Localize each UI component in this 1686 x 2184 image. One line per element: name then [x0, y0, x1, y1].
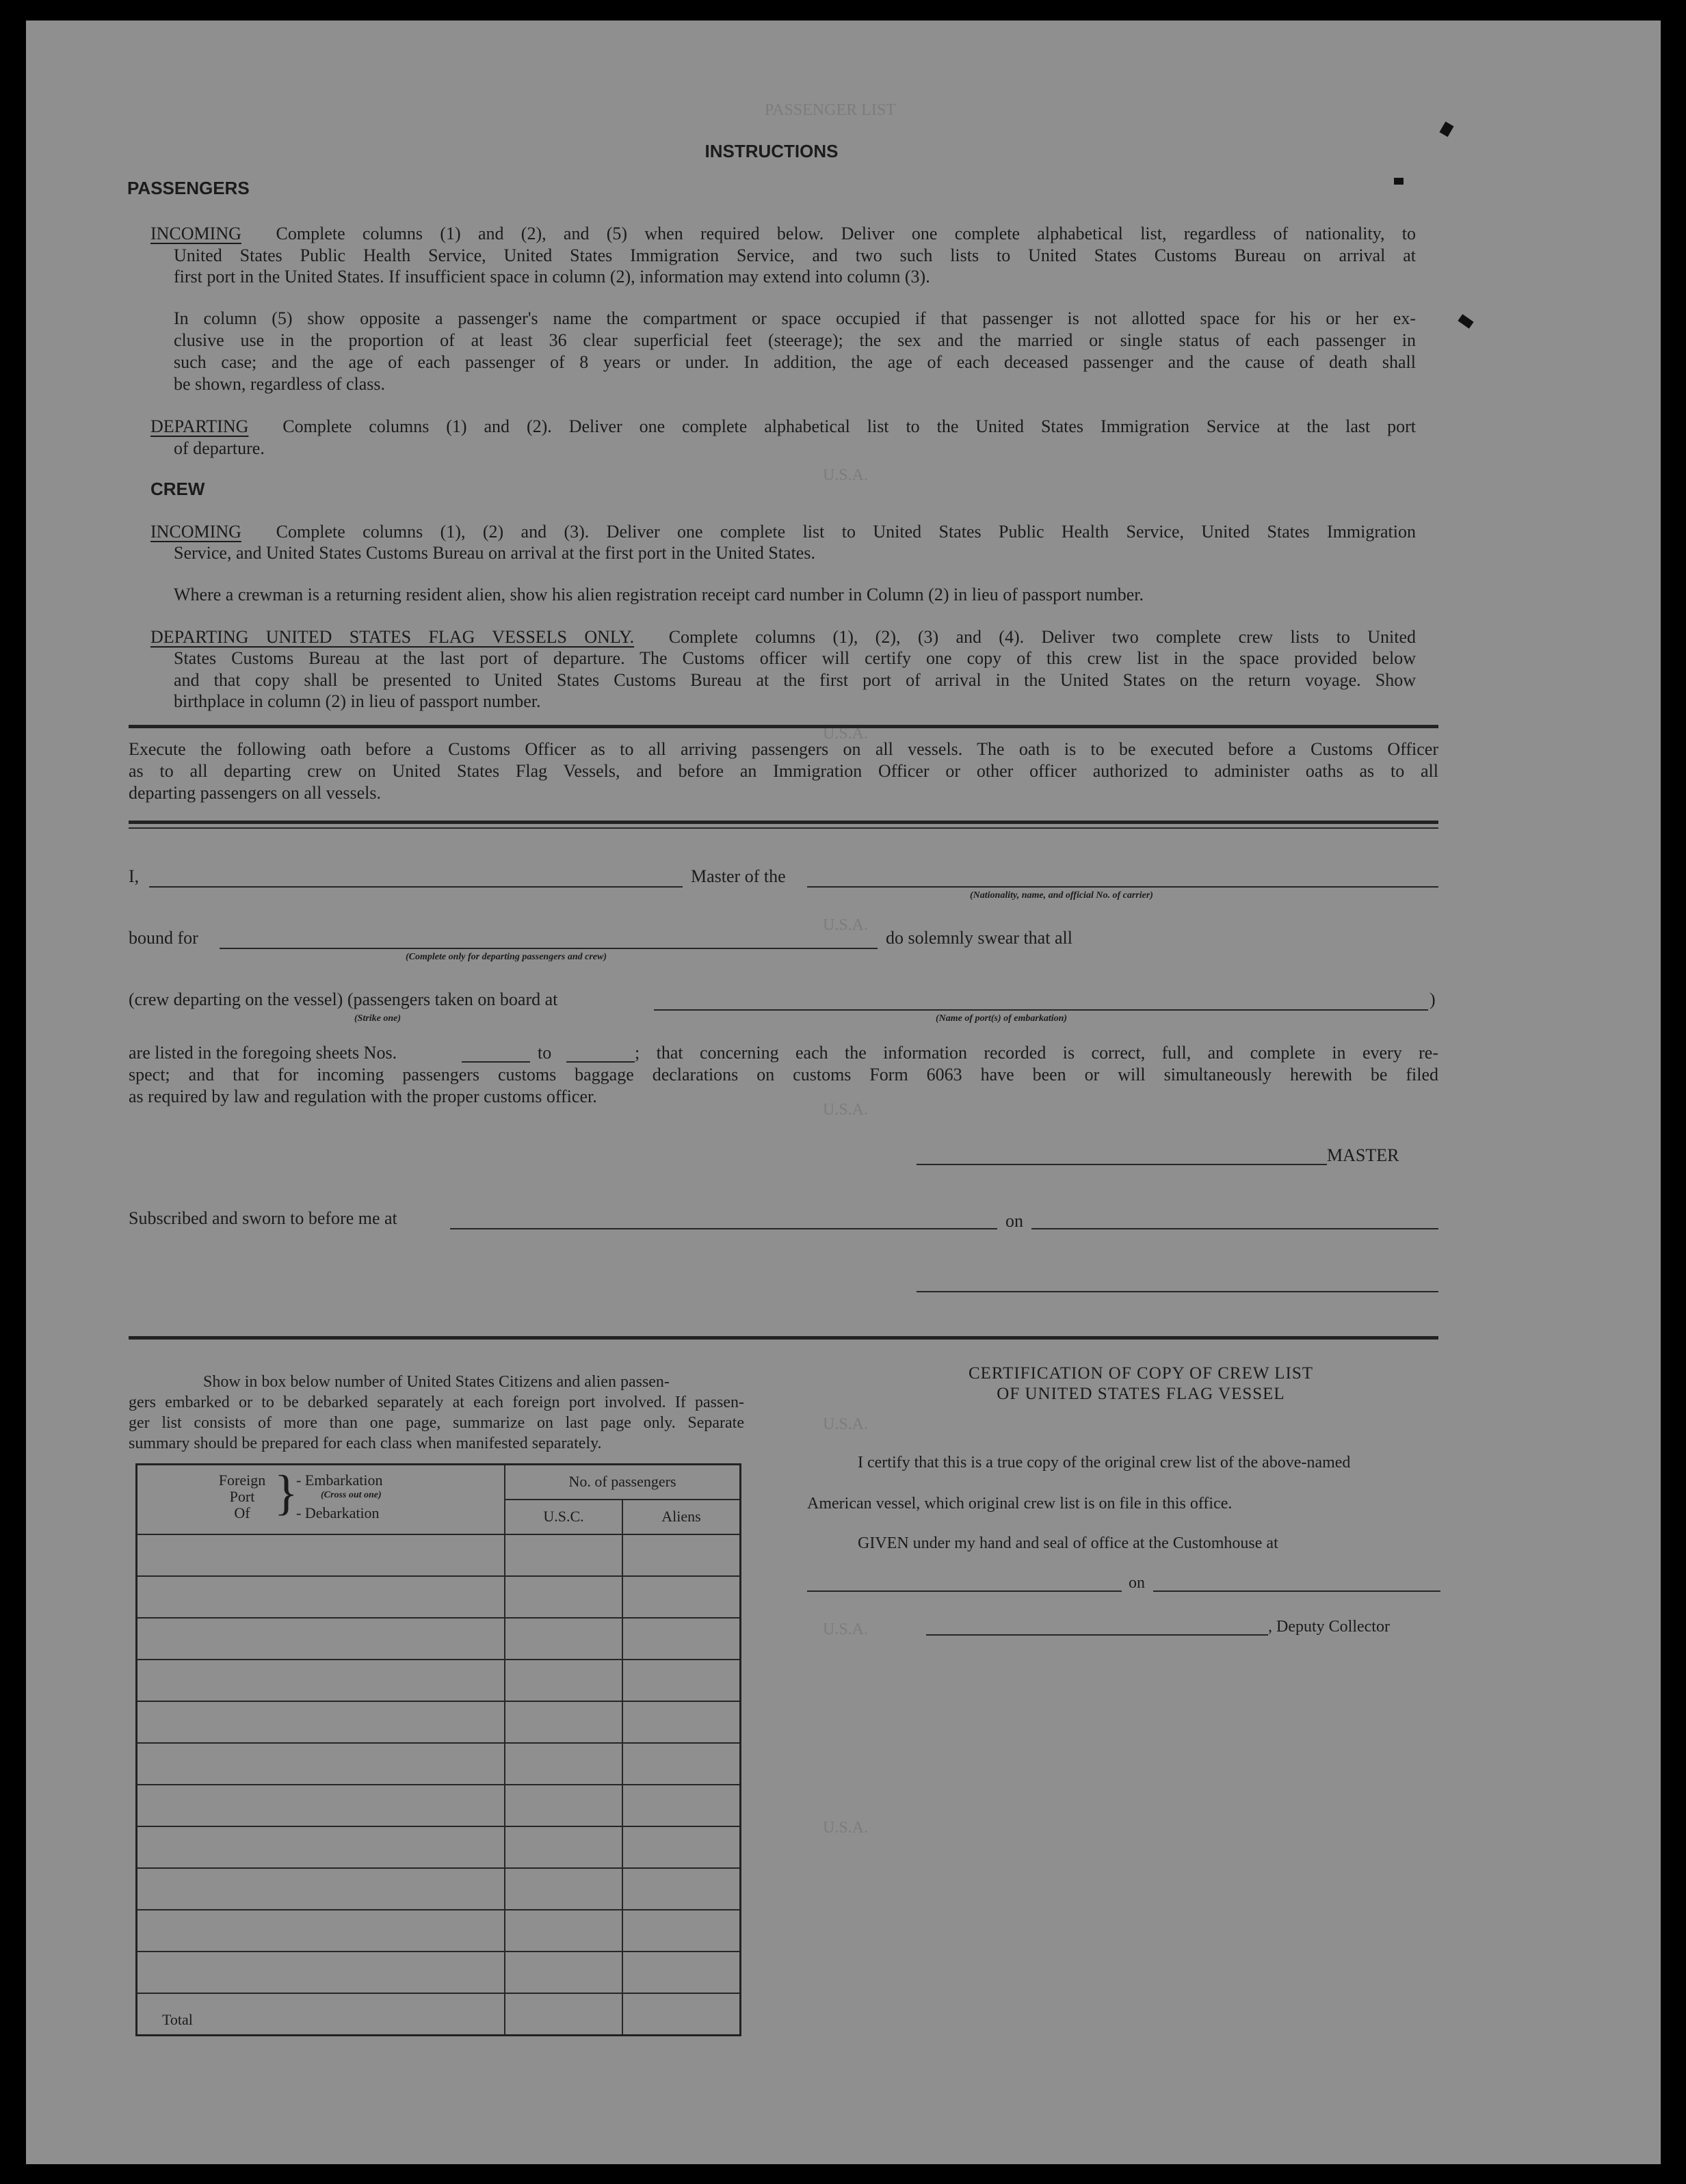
aliens-cell[interactable] [622, 1618, 741, 1660]
port-cell[interactable] [137, 1534, 505, 1576]
crew-incoming-label: INCOMING [150, 522, 241, 542]
table-row [137, 1910, 741, 1952]
port-note: (Name of port(s) of embarkation) [936, 1013, 1068, 1024]
aliens-cell[interactable] [622, 1743, 741, 1785]
passengers-departing-line: of departure. [174, 438, 265, 458]
aliens-total-cell[interactable] [622, 1993, 741, 2035]
show-through-text: U.S.A. [823, 1819, 869, 1837]
certification-line: GIVEN under my hand and seal of office at the Customhouse at [858, 1534, 1278, 1552]
incoming-label: INCOMING [150, 224, 241, 243]
aliens-cell[interactable] [622, 1660, 741, 1701]
usc-cell[interactable] [505, 1701, 622, 1743]
table-row [137, 1785, 741, 1826]
oath-intro-line: Execute the following oath before a Customs Officer as to all arriving passengers on all vessels. The oath is to be executed before a Customs Officer [129, 739, 1438, 759]
port-of-embarkation-field[interactable] [654, 1009, 1428, 1011]
certification-date-field[interactable] [1153, 1590, 1440, 1592]
crew-flag-vessel-line: and that copy shall be presented to United States Customs Bureau at the first port of arrival in the United States on the return voyage. Show [174, 670, 1416, 690]
usc-cell[interactable] [505, 1785, 622, 1826]
show-through-text: U.S.A. [823, 1101, 869, 1119]
no-passengers-header: No. of passengers [505, 1465, 741, 1500]
crew-incoming-line: INCOMING Complete columns (1), (2) and (3). Deliver one complete list to United States Public Health Service, United States Immigration [150, 522, 1417, 542]
aliens-cell[interactable] [622, 1952, 741, 1993]
divider-rule [129, 827, 1438, 829]
summary-intro: ger list consists of more than one page, summarize on last page only. Separate [129, 1414, 744, 1432]
sheet-from-field[interactable] [462, 1061, 530, 1063]
usc-cell[interactable] [505, 1660, 622, 1701]
certification-line: I certify that this is a true copy of the original crew list of the above-named [858, 1454, 1351, 1471]
port-header-cell [137, 1465, 505, 1535]
cross-out-note: (Cross out one) [321, 1490, 382, 1500]
usc-header: U.S.C. [505, 1500, 622, 1534]
aliens-cell[interactable] [622, 1826, 741, 1868]
passengers-incoming-line: United States Public Health Service, United States Immigration Service, and two such lists to United States Customs Bureau on arrival at [174, 245, 1416, 265]
table-row [137, 1826, 741, 1868]
crew-flag-vessel-line: DEPARTING UNITED STATES FLAG VESSELS ONLY. Complete columns (1), (2), (3) and (4). Deliver two complete crew lists to United [150, 627, 1416, 647]
column5-instruction: such case; and the age of each passenger of 8 years or under. In addition, the age of each deceased passenger and the cause of death shall [174, 352, 1416, 372]
crew-incoming-line: Service, and United States Customs Bureau on arrival at the first port in the United States. [174, 543, 815, 563]
aliens-cell[interactable] [622, 1910, 741, 1952]
column5-instruction: clusive use in the proportion of at least 36 clear superficial feet (steerage); the sex and the married or single status of each passenger in [174, 330, 1416, 350]
aliens-header: Aliens [622, 1500, 741, 1534]
customhouse-field[interactable] [807, 1590, 1122, 1592]
passenger-summary-table [135, 1463, 741, 2036]
total-row [137, 1993, 741, 2035]
deputy-signature-field[interactable] [926, 1634, 1268, 1636]
bound-for-note: (Complete only for departing passengers and crew) [406, 952, 607, 962]
column5-instruction: be shown, regardless of class. [174, 374, 386, 394]
speck-mark [1458, 314, 1473, 328]
table-row [137, 1743, 741, 1785]
embarkation-label: - Embarkation [296, 1471, 383, 1489]
page-title: INSTRUCTIONS [704, 141, 839, 161]
master-label: MASTER [1327, 1145, 1399, 1165]
strike-one-note: (Strike one) [354, 1013, 401, 1024]
show-through-text: U.S.A. [823, 725, 869, 743]
subscribed-label: Subscribed and sworn to before me at [129, 1208, 397, 1228]
master-of-the-label: Master of the [691, 866, 786, 886]
port-cell[interactable] [137, 1785, 505, 1826]
summary-intro: summary should be prepared for each class when manifested separately. [129, 1435, 602, 1452]
passengers-heading: PASSENGERS [127, 178, 250, 198]
table-row [137, 1618, 741, 1660]
port-cell[interactable] [137, 1701, 505, 1743]
sworn-date-field[interactable] [1031, 1228, 1438, 1229]
swear-label: do solemnly swear that all [886, 928, 1072, 948]
total-label: Total [137, 1993, 505, 2035]
usc-cell[interactable] [505, 1576, 622, 1618]
document-page [26, 21, 1661, 2164]
aliens-cell[interactable] [622, 1701, 741, 1743]
usc-cell[interactable] [505, 1910, 622, 1952]
summary-intro: Show in box below number of United States Citizens and alien passen- [203, 1373, 670, 1391]
table-row [137, 1701, 741, 1743]
sworn-place-field[interactable] [450, 1228, 997, 1229]
port-cell[interactable] [137, 1826, 505, 1868]
usc-cell[interactable] [505, 1952, 622, 1993]
divider-rule [129, 1336, 1438, 1340]
table-row [137, 1534, 741, 1576]
sheet-to-field[interactable] [566, 1061, 635, 1063]
usc-total-cell[interactable] [505, 1993, 622, 2035]
brace-glyph: } [274, 1465, 298, 1520]
oath-intro-line: departing passengers on all vessels. [129, 783, 381, 803]
table-row [137, 1952, 741, 1993]
port-cell[interactable] [137, 1660, 505, 1701]
deputy-collector-label: , Deputy Collector [1268, 1618, 1390, 1636]
oath-body-line: as required by law and regulation with the proper customs officer. [129, 1087, 597, 1106]
aliens-cell[interactable] [622, 1868, 741, 1910]
foreign-port-of-label: Foreign Port Of [218, 1471, 266, 1521]
master-signature-field[interactable] [917, 1164, 1327, 1165]
crew-heading: CREW [150, 479, 205, 499]
speck-mark [1439, 122, 1453, 137]
carrier-note: (Nationality, name, and official No. of carrier) [970, 890, 1153, 901]
show-through-text: U.S.A. [823, 466, 869, 484]
certification-title: CERTIFICATION OF COPY OF CREW LIST OF UNITED STATES FLAG VESSEL [968, 1364, 1314, 1403]
oath-body-line: ; that concerning each the information recorded is correct, full, and complete in every re- [635, 1043, 1438, 1063]
bound-for-field[interactable] [220, 948, 878, 949]
crew-flag-vessel-line: States Customs Bureau at the last port of departure. The Customs officer will certify one copy of this crew list in the space provided below [174, 648, 1416, 668]
usc-cell[interactable] [505, 1826, 622, 1868]
show-through-text: U.S.A. [823, 1621, 869, 1638]
port-cell[interactable] [137, 1576, 505, 1618]
oath-i-label: I, [129, 866, 140, 886]
summary-intro: gers embarked or to be debarked separately at each foreign port involved. If passen- [129, 1394, 744, 1411]
aliens-cell[interactable] [622, 1785, 741, 1826]
oath-body-line: spect; and that for incoming passengers customs baggage declarations on customs Form 6063 have been or will simultaneously herewith be filed [129, 1065, 1438, 1084]
passengers-departing-line: DEPARTING Complete columns (1) and (2). Deliver one complete alphabetical list to the United States Immigration Service at the last port [150, 416, 1417, 436]
speck-mark [1394, 178, 1404, 185]
officer-signature-field[interactable] [917, 1291, 1438, 1292]
column5-instruction: In column (5) show opposite a passenger's name the compartment or space occupied if that passenger is not allotted space for his or her ex- [174, 308, 1416, 328]
flag-vessels-label: DEPARTING UNITED STATES FLAG VESSELS ONLY. [150, 627, 635, 647]
port-cell[interactable] [137, 1952, 505, 1993]
sheets-label: are listed in the foregoing sheets Nos. [129, 1043, 397, 1063]
bound-for-label: bound for [129, 928, 198, 948]
crew-flag-vessel-line: birthplace in column (2) in lieu of passport number. [174, 691, 541, 711]
port-cell[interactable] [137, 1743, 505, 1785]
debarkation-label: - Debarkation [296, 1504, 380, 1521]
aliens-cell[interactable] [622, 1534, 741, 1576]
divider-rule [129, 725, 1438, 728]
certification-on-label: on [1129, 1574, 1145, 1592]
table-row [137, 1576, 741, 1618]
port-cell[interactable] [137, 1910, 505, 1952]
sheets-to-label: to [538, 1043, 552, 1063]
divider-rule [129, 821, 1438, 824]
show-through-text: U.S.A. [823, 916, 869, 934]
oath-intro-line: as to all departing crew on United States Flag Vessels, and before an Immigration Officer or other officer authorized to administer oaths as to all [129, 761, 1438, 781]
usc-cell[interactable] [505, 1534, 622, 1576]
master-name-field[interactable] [149, 886, 683, 888]
certification-line: American vessel, which original crew list is on file in this office. [807, 1495, 1233, 1513]
port-cell[interactable] [137, 1868, 505, 1910]
usc-cell[interactable] [505, 1743, 622, 1785]
carrier-field[interactable] [807, 886, 1438, 888]
port-cell[interactable] [137, 1618, 505, 1660]
usc-cell[interactable] [505, 1868, 622, 1910]
show-through-text: U.S.A. [823, 1415, 869, 1433]
resident-alien-note: Where a crewman is a returning resident alien, show his alien registration receipt card number in Column (2) in lieu of passport number. [174, 585, 1144, 604]
passengers-incoming-line: first port in the United States. If insufficient space in column (2), information may extend into column (3). [174, 267, 930, 287]
aliens-cell[interactable] [622, 1576, 741, 1618]
show-through-text: PASSENGER LIST [765, 101, 896, 119]
crew-passengers-strike: (crew departing on the vessel) (passengers taken on board at [129, 989, 558, 1009]
close-paren: ) [1430, 989, 1436, 1009]
table-row [137, 1868, 741, 1910]
table-row [137, 1660, 741, 1701]
usc-cell[interactable] [505, 1618, 622, 1660]
passengers-incoming-line: INCOMING Complete columns (1) and (2), and (5) when required below. Deliver one complete alphabetical list, regardless of nationality, to [150, 224, 1417, 243]
departing-label: DEPARTING [150, 416, 249, 436]
sworn-on-label: on [1005, 1211, 1023, 1231]
